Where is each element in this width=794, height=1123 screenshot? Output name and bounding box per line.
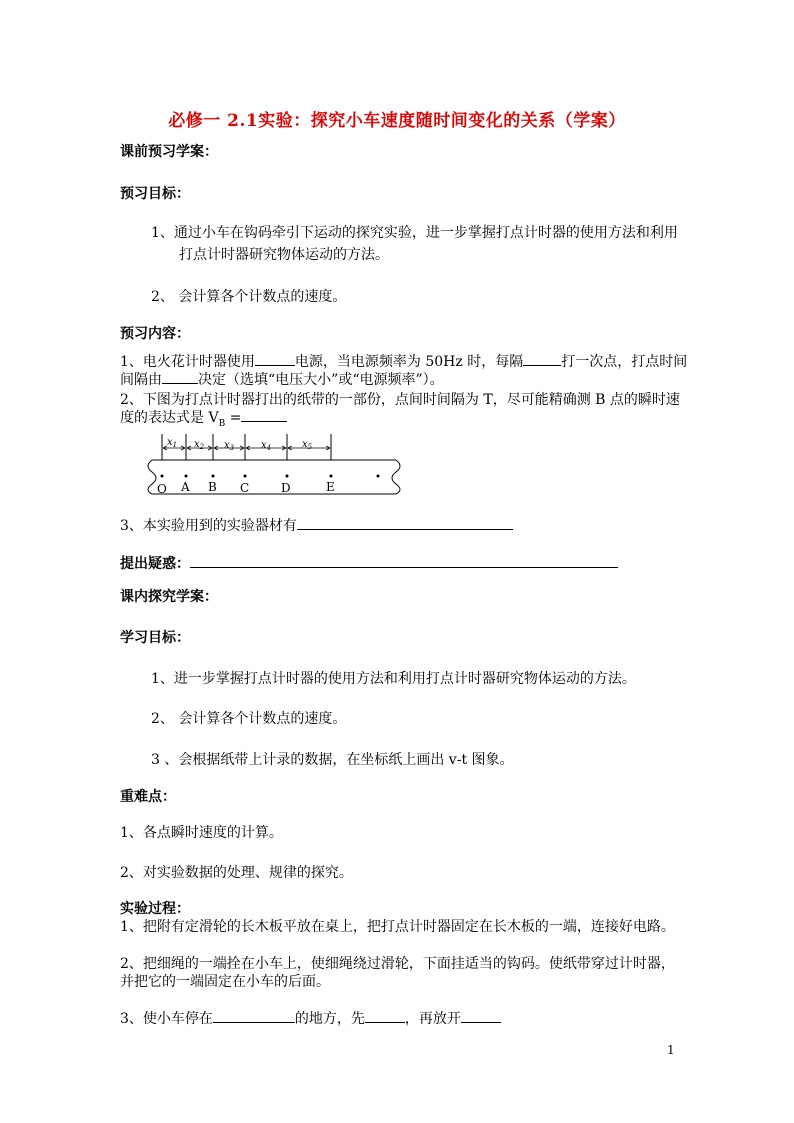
point-label-b: B (208, 480, 217, 494)
learning-goal-2: 2、 会计算各个计数点的速度。 (151, 711, 347, 727)
q2-text-b: = (225, 410, 242, 426)
q1-blank-determine[interactable] (162, 369, 198, 384)
q1-blank-interval[interactable] (523, 351, 561, 366)
segment-label-x2: $x_2$ (194, 439, 205, 451)
tape-dot-b (212, 475, 215, 478)
tape-dot-o (161, 475, 164, 478)
step3-blank-release[interactable] (461, 1008, 501, 1023)
process-step-2-line1: 2、把细绳的一端拴在小车上，使细绳绕过滑轮，下面挂适当的钩码。使纸带穿过计时器， (120, 956, 675, 972)
doubt-heading: 提出疑惑： (120, 556, 190, 572)
key-points-heading: 重难点： (120, 789, 176, 805)
inclass-heading: 课内探究学案： (120, 589, 218, 605)
q3-blank-equipment[interactable] (297, 515, 513, 530)
question-3 (120, 515, 513, 535)
preview-goal-1-line1: 1、通过小车在钩码牵引下运动的探究实验，进一步掌握打点计时器的使用方法和利用 (151, 225, 678, 241)
paper-tape-diagram (140, 428, 410, 500)
segment-label-x4: $x_4$ (261, 440, 272, 452)
step3-text-c: ，再放开 (404, 1011, 461, 1027)
segment-label-x3: $x_3$ (224, 440, 235, 452)
page-number: 1 (667, 1043, 675, 1057)
question-2-line2 (120, 407, 287, 429)
step3-blank-position[interactable] (213, 1008, 295, 1023)
step3-text-a: 3、使小车停在 (120, 1011, 213, 1027)
preview-goal-2: 2、 会计算各个计数点的速度。 (151, 289, 347, 305)
process-heading: 实验过程： (120, 901, 190, 917)
q1-text-b: 电源，当电源频率为 50Hz 时，每隔 (294, 354, 524, 370)
q2-blank-vb[interactable] (241, 407, 287, 422)
tape-dot-a (185, 475, 188, 478)
tape-dot-e (330, 475, 333, 478)
learning-goal-1: 1、进一步掌握打点计时器的使用方法和利用打点计时器研究物体运动的方法。 (151, 671, 636, 687)
page-title: 必修一 2.1实验：探究小车速度随时间变化的关系（学案） (168, 111, 626, 131)
q2-subscript-b: B (218, 418, 226, 429)
preview-content-heading: 预习内容： (120, 326, 190, 342)
question-2-line1: 2、下图为打点计时器打出的纸带的一部份，点间时间隔为 T，尽可能精确测 B 点的瞬时速 (120, 392, 680, 408)
key-point-2: 2、对实验数据的处理、规律的探究。 (120, 865, 353, 881)
preview-goal-1-line2: 打点计时器研究物体运动的方法。 (179, 247, 389, 263)
point-label-o: O (157, 482, 167, 496)
process-step-1: 1、把附有定滑轮的长木板平放在桌上，把打点计时器固定在长木板的一端，连接好电路。 (120, 919, 675, 935)
process-step-2-line2: 并把它的一端固定在小车的后面。 (120, 974, 330, 990)
segment-label-x5: $x_5$ (302, 439, 313, 451)
q3-text: 3、本实验用到的实验器材有 (120, 518, 297, 534)
q1-text-e: 决定（选填“电压大小”或“电源频率”）。 (198, 372, 444, 388)
tape-dot-d (286, 475, 289, 478)
point-label-e: E (326, 480, 335, 494)
q2-text-a: 度的表达式是 V (120, 410, 219, 426)
point-label-c: C (240, 481, 250, 495)
learning-goal-3: 3 、会根据纸带上计录的数据，在坐标纸上画出 v-t 图象。 (151, 752, 514, 768)
doubt-blank[interactable] (190, 553, 618, 568)
point-label-d: D (281, 481, 291, 495)
q1-blank-power[interactable] (255, 351, 295, 366)
preview-goals-heading: 预习目标： (120, 186, 190, 202)
point-label-a: A (181, 480, 190, 494)
step3-text-b: 的地方，先 (294, 1011, 365, 1027)
q1-text-c: 打一次点，打点时间 (561, 354, 688, 370)
question-1-line2 (120, 369, 444, 389)
q1-text-d: 间隔由 (120, 372, 162, 388)
process-step-3 (120, 1008, 501, 1028)
question-1-line1 (120, 351, 687, 371)
step3-blank-first[interactable] (365, 1008, 405, 1023)
segment-label-x1: $x_1$ (167, 437, 178, 449)
tape-dot-c (244, 475, 247, 478)
doubt-line (120, 553, 618, 573)
q1-text-a: 1、电火花计时器使用 (120, 354, 255, 370)
preclass-heading: 课前预习学案： (120, 144, 218, 160)
learning-goals-heading: 学习目标： (120, 630, 190, 646)
key-point-1: 1、各点瞬时速度的计算。 (120, 825, 283, 841)
tape-dot-extra (377, 475, 380, 478)
